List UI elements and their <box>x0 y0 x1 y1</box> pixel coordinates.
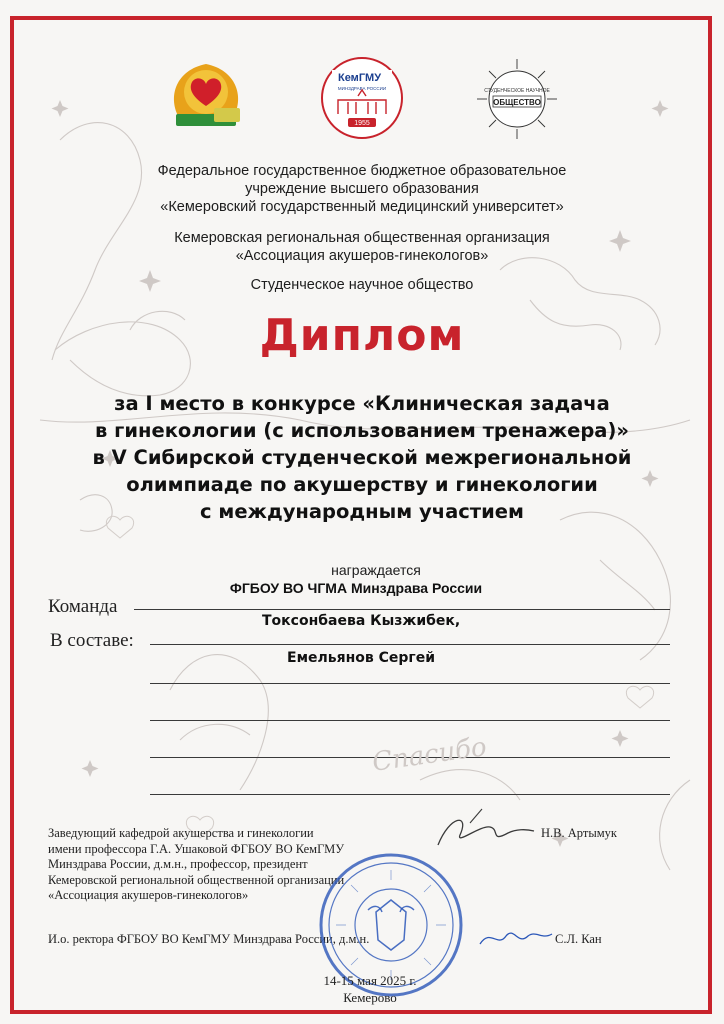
award-line-4: олимпиаде по акушерству и гинекологии <box>126 473 598 496</box>
team-line <box>134 609 670 610</box>
team-label: Команда <box>48 596 118 617</box>
header-org-line-4: Кемеровская региональная общественная организация <box>174 230 550 246</box>
kemgmu-logo-ministry: МИНЗДРАВА РОССИИ <box>337 86 387 91</box>
members-label: В составе: <box>50 630 134 651</box>
diploma-title: Диплом <box>259 310 465 361</box>
head-title-line-5: «Ассоциация акушеров-гинекологов» <box>48 888 249 902</box>
award-line-2: в гинекологии (с использованием тренажера)» <box>95 419 629 442</box>
student-society-logo-top: СТУДЕНЧЕСКОЕ НАУЧНОЕ <box>484 88 550 94</box>
head-signatory-name: Н.В. Артымук <box>541 826 617 840</box>
header-org-line-5: «Ассоциация акушеров-гинекологов» <box>235 248 489 264</box>
head-title-line-2: имени профессора Г.А. Ушаковой ФГБОУ ВО КемГМУ <box>48 841 345 856</box>
head-signatory-title <box>48 826 344 904</box>
head-signature <box>430 805 540 855</box>
award-line-3: в V Сибирской студенческой межрегиональной <box>92 446 632 469</box>
header-org-line-3: «Кемеровский государственный медицинский университет» <box>160 199 564 215</box>
heart-emblem-logo <box>158 56 254 134</box>
rector-signatory-title: И.о. ректора ФГБОУ ВО КемГМУ Минздрава России, д.м.н. <box>48 932 370 946</box>
head-title-line-1: Заведующий кафедрой акушерства и гинекологии <box>48 826 314 840</box>
rector-signatory-name: С.Л. Кан <box>555 932 602 946</box>
members-line-3 <box>150 720 670 721</box>
head-title-line-4: Кемеровской региональной общественной организации <box>48 872 345 887</box>
footer-date: 14-15 мая 2025 г. <box>323 973 417 988</box>
header-org-line-6: Студенческое научное общество <box>250 277 474 293</box>
student-society-logo <box>474 56 560 142</box>
header-org-line-1: Федеральное государственное бюджетное образовательное <box>157 163 567 179</box>
awarded-text: награждается <box>331 562 421 578</box>
footer-city: Кемерово <box>343 990 397 1005</box>
head-title-line-3: Минздрава России, д.м.н., профессор, президент <box>48 857 308 871</box>
kemgmu-logo-name: КемГМУ <box>338 72 382 84</box>
members-line-1 <box>150 644 670 645</box>
members-line-5 <box>150 794 670 795</box>
member-2: Емельянов Сергей <box>287 650 436 666</box>
kemgmu-logo <box>318 56 406 140</box>
award-line-1: за I место в конкурсе «Клиническая задача <box>114 392 610 415</box>
student-society-logo-main: ОБЩЕСТВО <box>493 98 541 107</box>
recipient-name: ФГБОУ ВО ЧГМА Минздрава России <box>229 580 483 596</box>
members-line-2 <box>150 683 670 684</box>
decor-thanks-word: Спасибо <box>370 732 489 778</box>
rector-signature <box>476 918 556 954</box>
award-line-5: с международным участием <box>200 500 524 523</box>
kemgmu-logo-year: 1955 <box>354 120 370 127</box>
header-org-line-2: учреждение высшего образования <box>245 181 479 197</box>
member-1: Токсонбаева Кызжибек, <box>262 613 461 629</box>
